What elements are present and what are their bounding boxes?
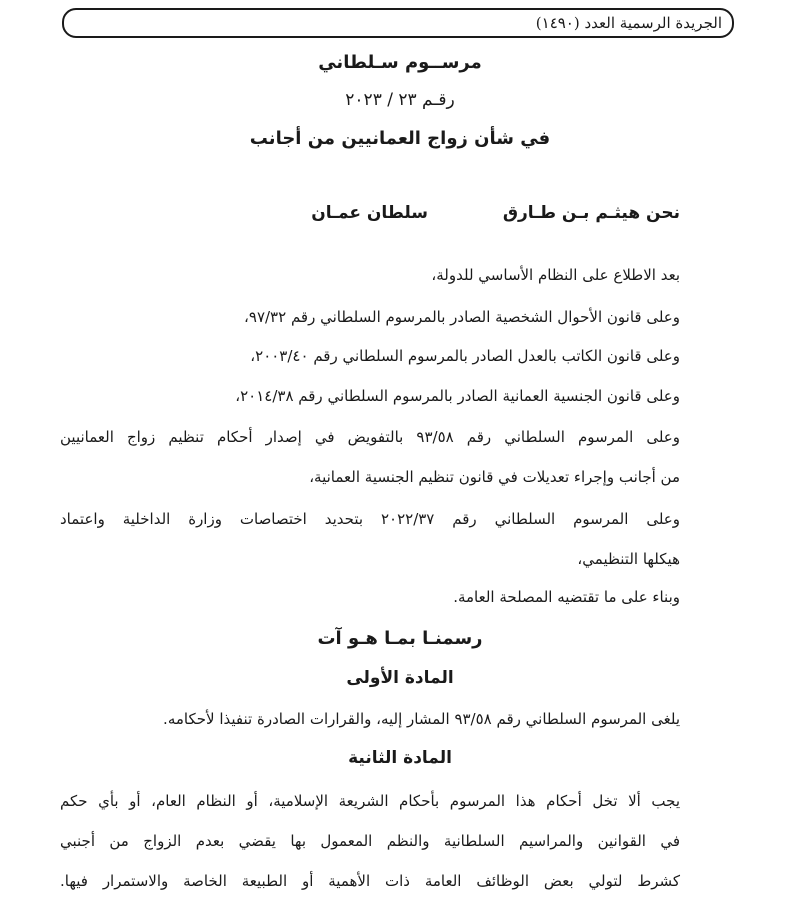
preamble-line: وعلى قانون الجنسية العمانية الصادر بالمرسوم السلطاني رقم ٢٠١٤/٣٨،	[235, 387, 680, 405]
issuer-name: نحن هيثـم بـن طـارق	[502, 203, 680, 223]
article2-line: يجب ألا تخل أحكام هذا المرسوم بأحكام الشريعة الإسلامية، أو النظام العام، أو بأي حكم	[60, 792, 680, 810]
gazette-header	[62, 8, 734, 38]
decree-subject: في شأن زواج العمانيين من أجانب	[249, 128, 551, 149]
issuer-title: سلطان عمـان	[311, 203, 428, 223]
preamble-line: هيكلها التنظيمي،	[577, 550, 680, 568]
article2-heading: المادة الثانية	[348, 748, 452, 768]
preamble-line: وعلى المرسوم السلطاني رقم ٩٣/٥٨ بالتفويض في إصدار أحكام تنظيم زواج العمانيين	[60, 428, 680, 446]
article2-line: كشرط لتولي بعض الوظائف العامة ذات الأهمية أو الطبيعة الخاصة والاستمرار فيها.	[60, 872, 680, 890]
decree-title: مرســوم سـلطاني	[318, 52, 482, 73]
decreed-statement: رسمنـا بمـا هـو آت	[317, 628, 483, 649]
article1-heading: المادة الأولى	[346, 668, 454, 688]
article1-text: يلغى المرسوم السلطاني رقم ٩٣/٥٨ المشار إليه، والقرارات الصادرة تنفيذا لأحكامه.	[163, 710, 680, 728]
decree-number: رقـم ٢٣ / ٢٠٢٣	[345, 90, 455, 110]
gazette-title: الجريدة الرسمية العدد (١٤٩٠)	[535, 14, 722, 32]
preamble-line: بعد الاطلاع على النظام الأساسي للدولة،	[431, 266, 680, 284]
preamble-line: وعلى قانون الأحوال الشخصية الصادر بالمرسوم السلطاني رقم ٩٧/٣٢،	[244, 308, 680, 326]
preamble-line: من أجانب وإجراء تعديلات في قانون تنظيم الجنسية العمانية،	[309, 468, 680, 486]
preamble-line: وعلى قانون الكاتب بالعدل الصادر بالمرسوم السلطاني رقم ٢٠٠٣/٤٠،	[250, 347, 680, 365]
preamble-line: وعلى المرسوم السلطاني رقم ٢٠٢٢/٣٧ بتحديد اختصاصات وزارة الداخلية واعتماد	[60, 510, 680, 528]
article2-line: في القوانين والمراسيم السلطانية والنظم المعمول بها يقضي بعدم الزواج من أجنبي	[60, 832, 680, 850]
preamble-line: وبناء على ما تقتضيه المصلحة العامة.	[453, 588, 680, 606]
